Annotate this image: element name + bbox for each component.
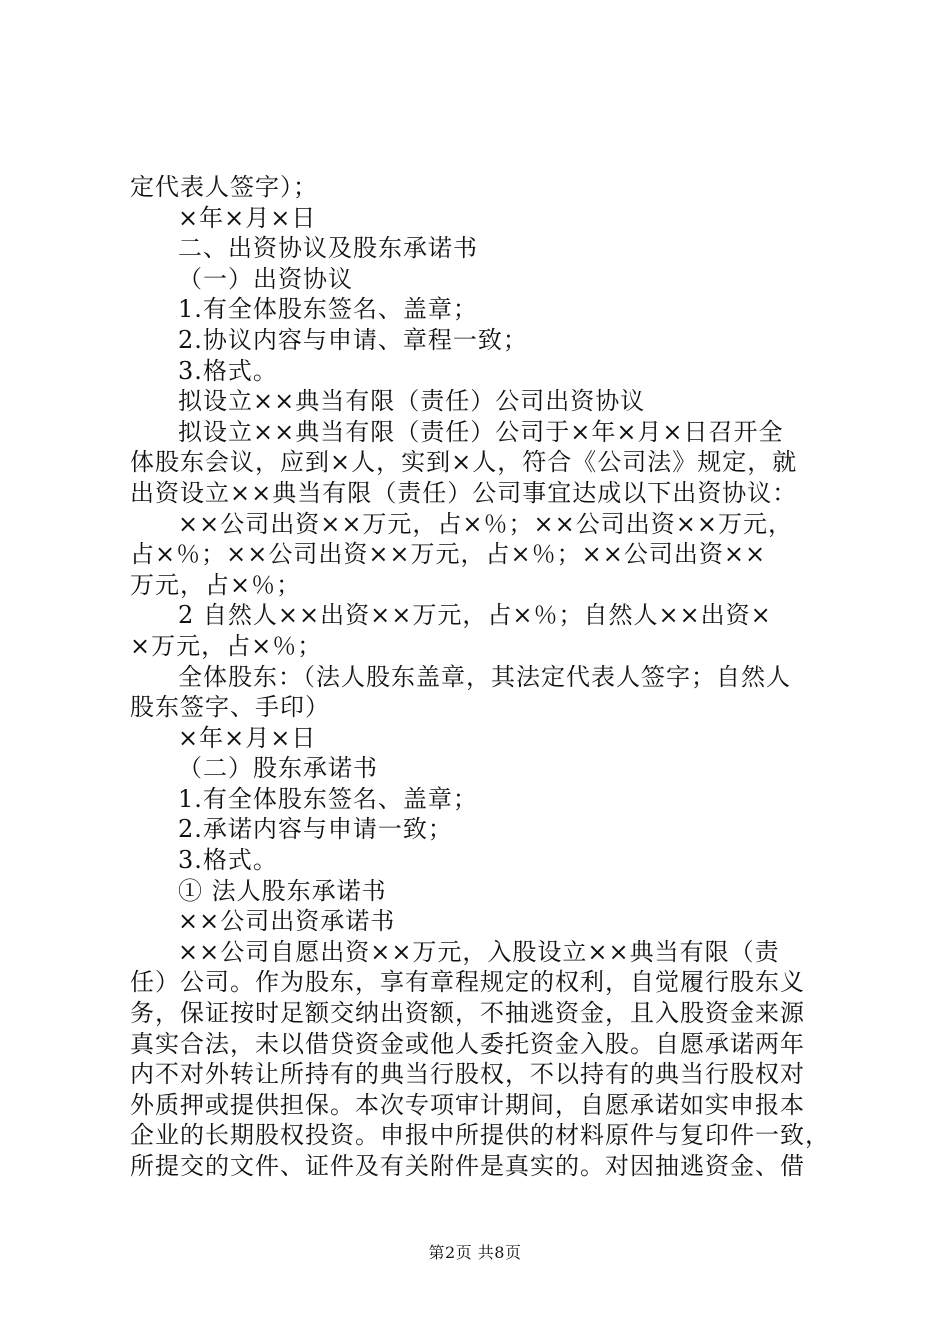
document-line: 万元，占×％；	[130, 570, 302, 599]
document-line: 真实合法，未以借贷资金或他人委托资金入股。自愿承诺两年	[130, 1029, 805, 1058]
document-line: 体股东会议，应到×人，实到×人，符合《公司法》规定，就	[130, 448, 798, 477]
document-line: ×万元，占×％；	[130, 631, 323, 660]
document-line: ① 法人股东承诺书	[178, 876, 387, 905]
document-body	[130, 172, 830, 1182]
document-line: 定代表人签字）；	[130, 173, 318, 201]
document-line: 二、出资协议及股东承诺书	[178, 234, 478, 263]
page-footer	[0, 1243, 950, 1263]
document-line: ×年×月×日	[178, 203, 317, 232]
document-line: 外质押或提供担保。本次专项审计期间，自愿承诺如实申报本	[130, 1090, 805, 1119]
document-line: ×年×月×日	[178, 723, 317, 752]
document-line: 1.有全体股东签名、盖章；	[178, 784, 478, 813]
page-number: 第2页 共8页	[428, 1243, 522, 1262]
document-line: ××公司出资承诺书	[178, 907, 396, 936]
document-line: 拟设立××典当有限（责任）公司出资协议	[178, 387, 646, 416]
document-line: 企业的长期股权投资。申报中所提供的材料原件与复印件一致，	[130, 1121, 830, 1150]
document-line: 占×％；××公司出资××万元，占×％；××公司出资××	[130, 540, 767, 569]
document-line: 出资设立××典当有限（责任）公司事宜达成以下出资协议：	[130, 478, 798, 507]
document-line: 任）公司。作为股东，享有章程规定的权利，自觉履行股东义	[130, 968, 805, 997]
document-line: 3.格式。	[178, 846, 278, 875]
document-line: 3.格式。	[178, 356, 278, 385]
document-line: 务，保证按时足额交纳出资额，不抽逃资金，且入股资金来源	[130, 999, 805, 1028]
document-line: ××公司自愿出资××万元，入股设立××典当有限（责	[178, 937, 780, 966]
document-line: 所提交的文件、证件及有关附件是真实的。对因抽逃资金、借	[130, 1152, 805, 1180]
document-line: （一）出资协议	[178, 264, 353, 293]
document-line: 2.协议内容与申请、章程一致；	[178, 325, 528, 354]
document-line: 拟设立××典当有限（责任）公司于×年×月×日召开全	[178, 417, 784, 446]
document-line: 全体股东：（法人股东盖章，其法定代表人签字；自然人	[178, 662, 791, 691]
document-line: ××公司出资××万元，占×％；××公司出资××万元，	[178, 509, 793, 538]
document-line: （二）股东承诺书	[178, 754, 378, 783]
document-line: 2.承诺内容与申请一致；	[178, 815, 453, 844]
document-line: 1.有全体股东签名、盖章；	[178, 295, 478, 324]
document-line: 股东签字、手印）	[130, 693, 330, 722]
document-line: 内不对外转让所持有的典当行股权，不以持有的典当行股权对	[130, 1060, 805, 1089]
document-line: 2 自然人××出资××万元，占×％；自然人××出资×	[178, 601, 772, 630]
